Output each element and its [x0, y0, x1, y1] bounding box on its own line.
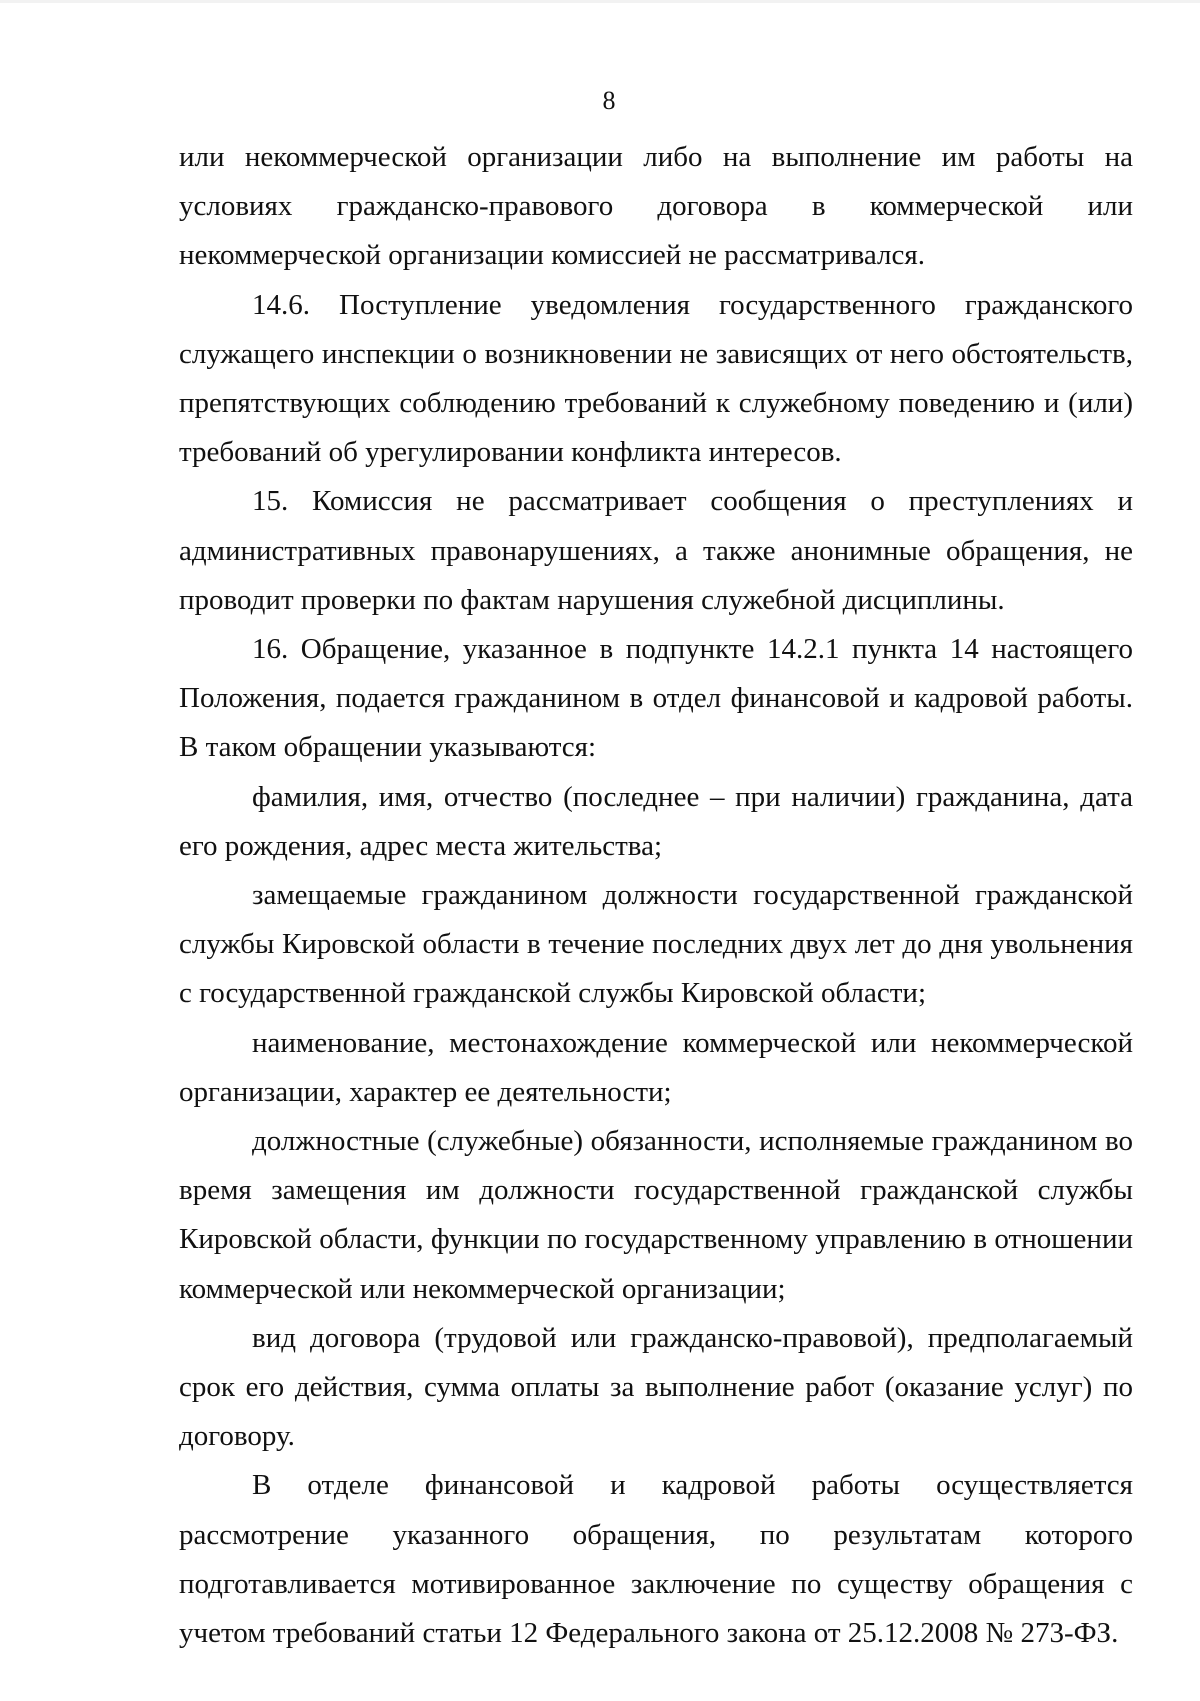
paragraph-item-name: фамилия, имя, отчество (последнее – при наличии) гражданина, дата его рождения, адрес места жительства;: [179, 780, 1133, 862]
paragraph-item-positions: замещаемые гражданином должности государственной гражданской службы Кировской области в течение последних двух лет до дня увольнения с государственной гражданской службы Кировской области;: [179, 879, 1133, 1010]
document-body: [179, 133, 1133, 1658]
scan-edge: [0, 0, 1200, 3]
paragraph-14-6: 14.6. Поступление уведомления государственного гражданского служащего инспекции о возникновении не зависящих от него обстоятельств, препятствующих соблюдению требований к служебному поведению и (или) требований об урегулировании конфликта интересов.: [179, 288, 1133, 469]
paragraph-item-contract: вид договора (трудовой или гражданско-правовой), предполагаемый срок его действия, сумма оплаты за выполнение работ (оказание услуг) по договору.: [179, 1321, 1133, 1453]
paragraph-continuation: или некоммерческой организации либо на выполнение им работы на условиях гражданско-правового договора в коммерческой или некоммерческой организации комиссией не рассматривался.: [179, 141, 1133, 272]
paragraph-item-organization: наименование, местонахождение коммерческой или некоммерческой организации, характер ее деятельности;: [179, 1026, 1133, 1108]
paragraph-item-duties: должностные (служебные) обязанности, исполняемые гражданином во время замещения им должности государственной гражданской службы Кировской области, функции по государственному управлению в отношении коммерческой или некоммерческой организации;: [179, 1125, 1133, 1305]
paragraph-15: 15. Комиссия не рассматривает сообщения о преступлениях и административных правонарушениях, а также анонимные обращения, не проводит проверки по фактам нарушения служебной дисциплины.: [179, 485, 1133, 616]
paragraph-review: В отделе финансовой и кадровой работы осуществляется рассмотрение указанного обращения, по результатам которого подготавливается мотивированное заключение по существу обращения с учетом требований статьи 12 Федерального закона от 25.12.2008 № 273-ФЗ.: [179, 1469, 1133, 1650]
page-number: 8: [602, 86, 616, 115]
paragraph-16: 16. Обращение, указанное в подпункте 14.2.1 пункта 14 настоящего Положения, подается гражданином в отдел финансовой и кадровой работы. В таком обращении указываются:: [179, 633, 1133, 764]
